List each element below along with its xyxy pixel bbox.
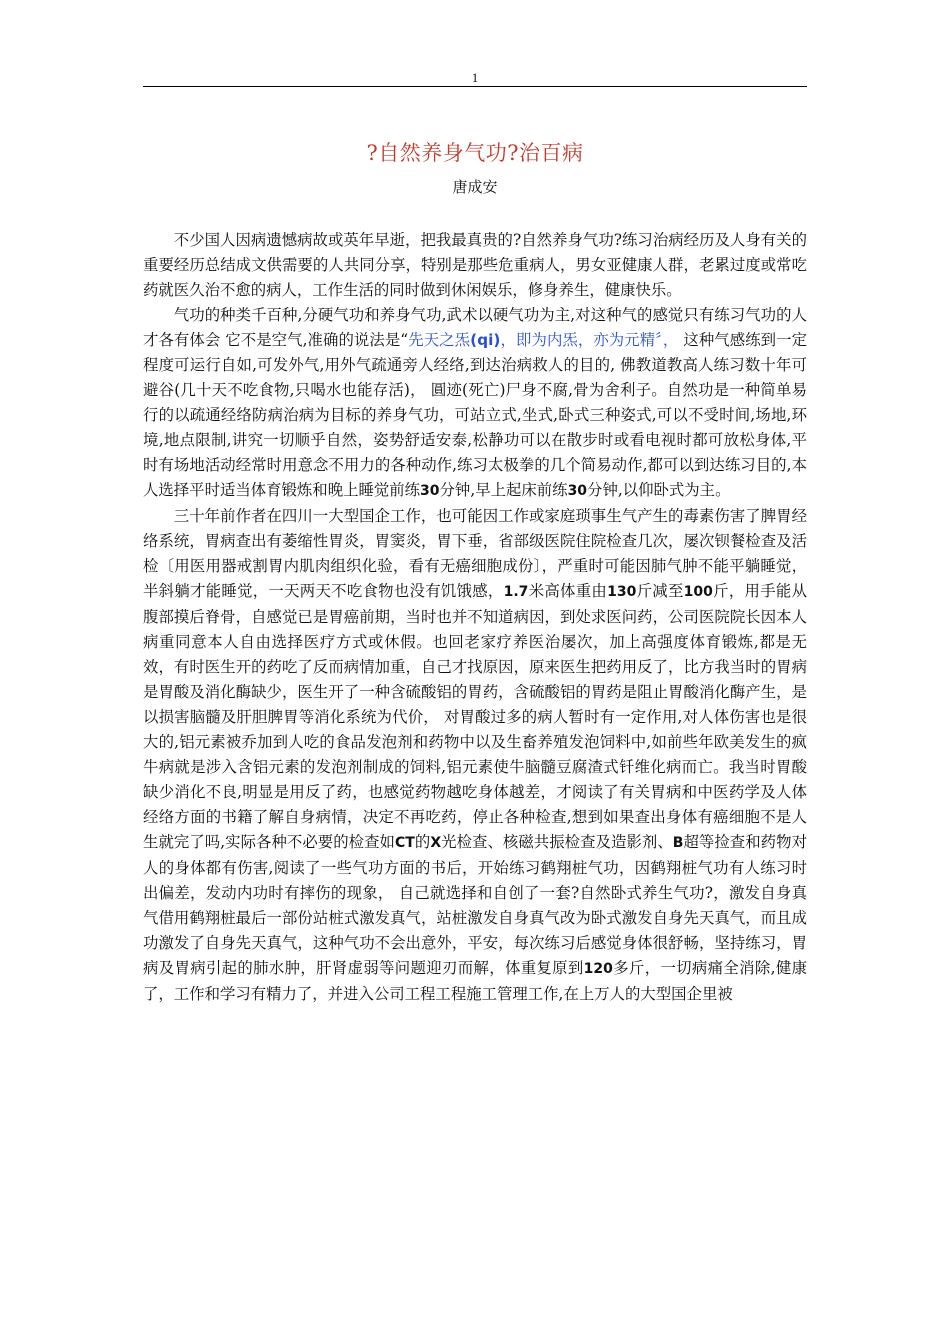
paragraph-text: 斤，用手能从腹部摸后脊骨，自感觉已是胃癌前期，当时也并不知道病因，到处求医问药，公司医院院长因本人病重同意本人自由选择医疗方式或休假。也回老家疗养医治屡次，加上高强度体育锻炼,都是无效，有时医生开的药吃了反而病情加重，自己才找原因，原来医生把药用反了，比方我当时的胃病是胃酸及消化酶缺少，医生开了一种含硫酸铝的胃药，含硫酸铝的胃药是阻止胃酸消化酶产生，是以损害脑髓及肝胆脾胃等消化系统为代价， 对胃酸过多的病人暂时有一定作用,对人体伤害也是很大的,铝元素被乔加到人吃的食品发泡剂和药物中以及生畜养殖发泡饲料中,如前些年欧美发生的疯牛病就是涉入含铝元素的发泡剂制成的饲料,铝元素使牛脑髓豆腐渣式钎维化病而亡。我当时胃酸缺少消化不良,明显是用反了药，也感觉药物越吃身体越差，才阅读了有关胃病和中医药学及人体经络方面的书籍了解自身病情，决定不再吃药，停止各种检查,想到如果查出身体有癌细胞不是人生就完了吗,实际各种不必要的检查如 (143, 582, 807, 851)
term-ct: CT (394, 835, 415, 851)
paragraph-text: 分钟,早上起床前练 (439, 481, 568, 499)
paragraph-text: 多斤，一切病痛全消除,健康了，工作和学习有精力了，并进入公司工程工程施工管理工作,在上万人的大型国企里被 (143, 959, 807, 1003)
header-rule (143, 86, 807, 87)
paragraph-text: 斤减至 (636, 582, 684, 600)
paragraph-text: 的 (414, 833, 431, 851)
number-minutes: 30 (420, 483, 440, 499)
paragraph-text: 超等捡查和药物对人的身体都有伤害,阅读了一些气功方面的书后，开始练习鹤翔桩气功，因鹤翔桩气功有人练习时出偏差，发动内功时有摔伤的现象， 自己就选择和自创了一套?自然卧式养生气功?，激发自身真气借用鹤翔桩最后一部份站桩式激发真气，站桩激发自身真气改为卧式激发自身先天真气，而且成功激发了自身先天真气，这种气功不会出意外，平安，每次练习后感觉身体很舒畅，坚持练习，胃病及胃病引起的肺水肿，肝肾虚弱等问题迎刃而解，体重复原到 (143, 833, 807, 977)
paragraph-text: 这种气感练到一定程度可运行自如,可发外气,用外气疏通旁人经络,到达治病救人的目的, 佛教道教高人练习数十年可避谷(几十天不吃食物,只喝水也能存活)， 圓迹(死亡)尸身不腐,骨为舍利子。自然功是一种简单易行的以疏通经络防病治病为目标的养身气功，可站立式,坐式,卧式三种姿式,可以不受时间,场地,环境,地点限制,讲究一切顺乎自然，姿势舒适安泰,松静功可以在散步时或看电视时都可放松身体,平时有场地活动经常时用意念不用力的各种动作,练习太极拳的几个简易动作,都可以到达练习目的,本人选择平时适当体育锻炼和晚上睡觉前练 (143, 331, 807, 499)
paragraph-text: 分钟,以仰卧式为主。 (587, 481, 731, 499)
number-weight: 120 (583, 961, 613, 977)
highlighted-term (408, 331, 678, 349)
term-b: B (672, 835, 684, 851)
number-height: 1.7 (503, 584, 529, 600)
paragraph-text: 光检查、核磁共振检查及造影剂、 (441, 833, 673, 851)
number-minutes: 30 (567, 483, 588, 499)
paragraph-intro (143, 228, 807, 303)
pinyin-qi: (qi) (470, 331, 501, 349)
highlighted-term-text: 先天之炁 (408, 331, 471, 349)
paragraph-text: 米高体重由 (528, 582, 608, 600)
document-body (143, 228, 807, 1007)
paragraph-text: 不少国人因病遗憾病故或英年早逝，把我最真贵的?自然养身气功?练习治病经历及人身有关的重要经历总结成文供需要的人共同分享，特别是那些危重病人，男女亚健康人群，老累过度或常吃药就医久治不愈的病人，工作生活的同时做到休闲娱乐，修身养生，健康快乐。 (143, 231, 807, 299)
number-weight: 100 (683, 584, 713, 600)
paragraph-personal-history (143, 504, 807, 1007)
paragraph-text: 气功的种类千百种,分硬气功和养身气功,武术以硬气功为主,对这种气的感觉只有练习气功的人才各有体会 它不是空气,准确的说法是“ (143, 306, 807, 349)
paragraph-text: 三十年前作者在四川一大型国企工作，也可能因工作或家庭琐事生气产生的毒素伤害了脾胃经络系统，胃病查出有萎缩性胃炎，胃窦炎，胃下垂，省部级医院住院检查几次，屡次钡餐检查及活检〔用医用器戒割胃内肌肉组织化验，看有无癌细胞成份〕，严重时可能因肺气肿不能平躺睡觉，半斜躺才能睡觉，一天两天不吃食物也没有饥饿感， (143, 507, 807, 600)
highlighted-term-text: ，即为内炁，亦为元精〞， (500, 331, 679, 349)
paragraph-qigong-types (143, 303, 807, 504)
document-title: ?自然养身气功?治百病 (366, 141, 584, 165)
document-author: 唐成安 (452, 178, 498, 196)
number-weight: 130 (607, 584, 637, 600)
term-x: X (430, 835, 442, 851)
page-number: 1 (471, 70, 479, 85)
